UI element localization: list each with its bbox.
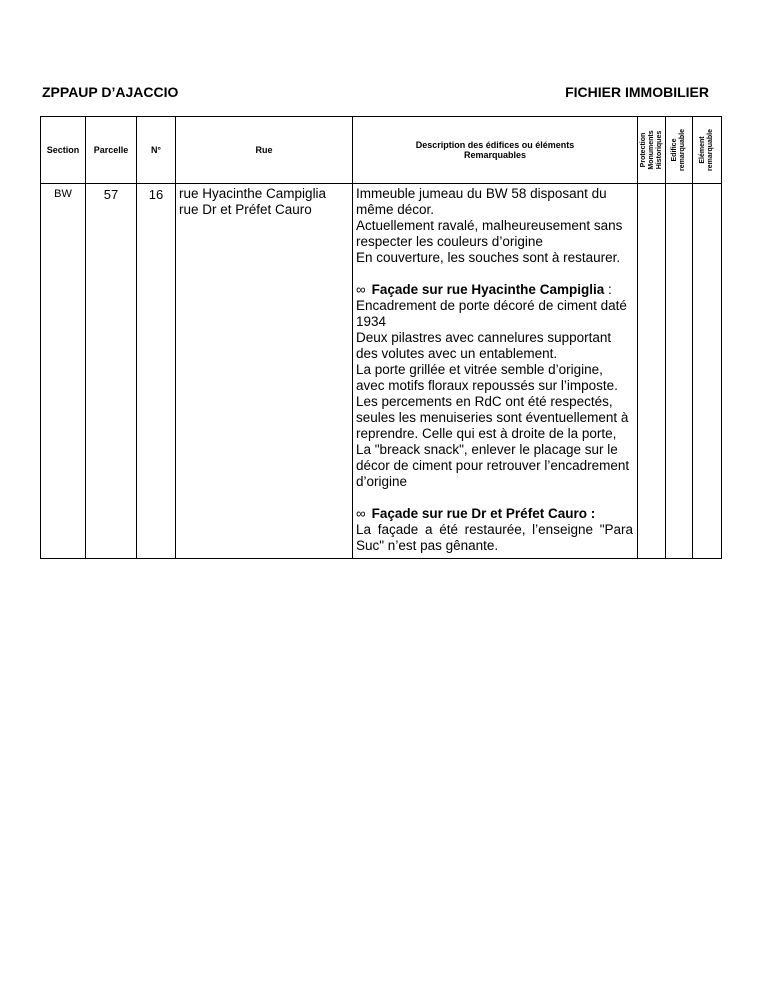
col-header-parcelle: Parcelle (86, 117, 137, 184)
edifice-label-2: remarquable (679, 128, 686, 172)
facade1-colon: : (604, 282, 612, 297)
facade2-heading (356, 506, 633, 522)
header-row (41, 117, 722, 184)
cell-numero: 16 (137, 184, 176, 559)
facade1-heading (356, 282, 633, 298)
col-header-description-line2: Remarquables (463, 150, 527, 160)
cell-protection (638, 184, 666, 559)
rue-line-1: rue Hyacinthe Campiglia (179, 186, 327, 201)
cell-rue (176, 184, 353, 559)
document-type: FICHIER IMMOBILIER (565, 84, 709, 100)
facade2-text: La façade a été restaurée, l’enseigne "Para Suc" n’est pas gênante. (356, 522, 633, 553)
facade1-text: Encadrement de porte décoré de ciment daté 1934 Deux pilastres avec cannelures supportant des volutes avec un entablement. La porte grillée et vitrée semble d’origine, avec motifs floraux repoussés sur l’imposte. Les percements en RdC ont été respectés, seules les menuiseries sont éventuellement à reprendre. Celle qui est à droite de la porte, La "breack snack", enlever le placage sur le décor de ciment pour retrouver l’encadrement d’origine (356, 298, 630, 489)
cell-description (353, 184, 638, 559)
cell-section: BW (41, 184, 86, 559)
bullet-icon: ∞ (356, 506, 366, 521)
document-title: ZPPAUP D’AJACCIO (42, 84, 179, 100)
col-header-description-line1: Description des édifices ou éléments (415, 140, 575, 150)
description-intro: Immeuble jumeau du BW 58 disposant du même décor. Actuellement ravalé, malheureusement sans respecter les couleurs d’origine En couverture, les souches sont à restaurer. (356, 186, 623, 265)
rue-line-2: rue Dr et Préfet Cauro (179, 202, 312, 217)
edifice-label-1: Edifice (671, 138, 678, 162)
cell-element (693, 184, 722, 559)
facade1-title: Façade sur rue Hyacinthe Campiglia (371, 282, 605, 297)
protection-label-3: Historiques (655, 130, 663, 170)
element-label-2: remarquable (707, 128, 714, 172)
col-header-rue: Rue (176, 117, 353, 184)
cell-parcelle: 57 (86, 184, 137, 559)
col-header-description (353, 117, 638, 184)
col-header-numero: N° (137, 117, 176, 184)
col-header-section: Section (41, 117, 86, 184)
table-row (41, 184, 722, 559)
register-table (40, 116, 722, 559)
element-label-1: Elément (699, 136, 706, 164)
col-header-protection (638, 117, 666, 184)
protection-label-1: Protection (639, 132, 647, 168)
bullet-icon: ∞ (356, 282, 366, 297)
facade2-title: Façade sur rue Dr et Préfet Cauro : (371, 506, 596, 521)
col-header-element (693, 117, 722, 184)
protection-label-2: Monuments (647, 130, 655, 170)
cell-edifice (666, 184, 693, 559)
col-header-edifice (666, 117, 693, 184)
